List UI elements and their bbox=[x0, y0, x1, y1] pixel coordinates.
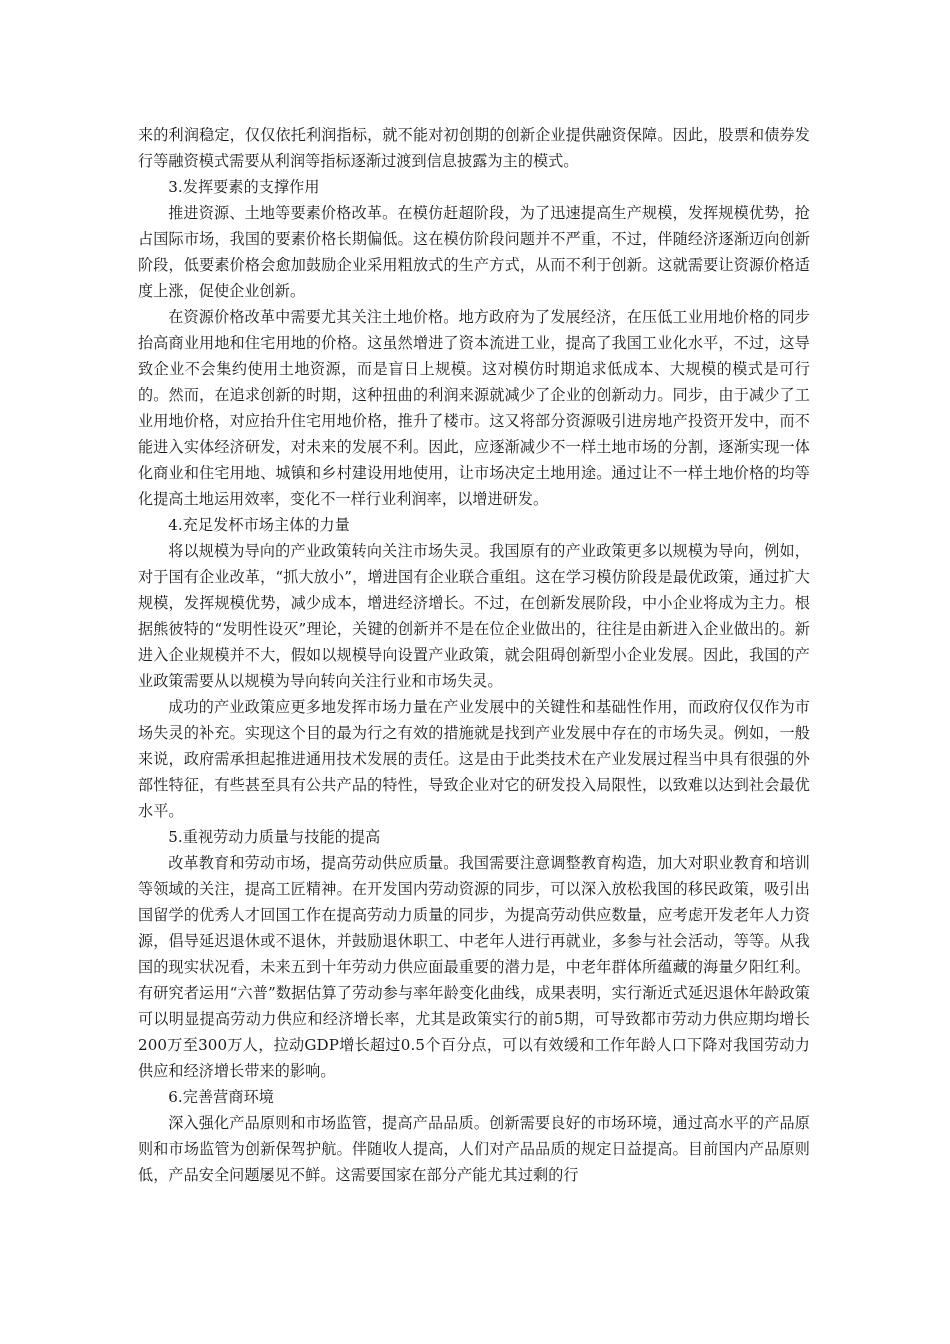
section-heading-6: 6.完善营商环境 bbox=[168, 1088, 274, 1106]
paragraph: 成功的产业政策应更多地发挥市场力量在产业发展中的关键性和基础性作用，而政府仅仅作为市场失灵的补充。实现这个目的最为行之有效的措施就是找到产业发展中存在的市场失灵。例如，一般来说，政府需承担起推进通用技术发展的责任。这是由于此类技术在产业发展过程当中具有很强的外部性特征，有些甚至具有公共产品的特性，导致企业对它的研发投入局限性，以致难以达到社会最优水平。 bbox=[138, 698, 810, 820]
section-heading-5: 5.重视劳动力质量与技能的提高 bbox=[168, 828, 381, 846]
document-page bbox=[138, 122, 810, 1188]
paragraph: 推进资源、土地等要素价格改革。在模仿赶超阶段，为了迅速提高生产规模，发挥规模优势，抢占国际市场，我国的要素价格长期偏低。这在模仿阶段问题并不严重，不过，伴随经济逐渐迈向创新阶段，低要素价格会愈加鼓励企业采用粗放式的生产方式，从而不利于创新。这就需要让资源价格适度上涨，促使企业创新。 bbox=[138, 204, 810, 300]
paragraph: 在资源价格改革中需要尤其关注土地价格。地方政府为了发展经济，在压低工业用地价格的同步抬高商业用地和住宅用地的价格。这虽然增进了资本流进工业，提高了我国工业化水平，不过，这导致企业不会集约使用土地资源，而是盲日上规模。这对模仿时期追求低成本、大规模的模式是可行的。然而，在追求创新的时期，这种扭曲的利润来源就减少了企业的创新动力。同步，由于减少了工业用地价格，对应抬升住宅用地价格，推升了楼市。这又将部分资源吸引进房地产投资开发中，而不能进入实体经济研发，对未来的发展不利。因此，应逐渐减少不一样土地市场的分割，逐渐实现一体化商业和住宅用地、城镇和乡村建设用地使用，让市场决定土地用途。通过让不一样土地价格的均等化提高土地运用效率，变化不一样行业利润率，以增进研发。 bbox=[138, 308, 810, 508]
section-heading-4: 4.充足发杯市场主体的力量 bbox=[168, 516, 350, 534]
paragraph: 改革教育和劳动市场，提高劳动供应质量。我国需要注意调整教育构造，加大对职业教育和培训等领域的关注，提高工匠精神。在开发国内劳动资源的同步，可以深入放松我国的移民政策，吸引出国留学的优秀人才回国工作在提高劳动力质量的同步，为提高劳动供应数量，应考虑开发老年人力资源，倡导延迟退休或不退休，并鼓励退休职工、中老年人进行再就业，多参与社会活动，等等。从我国的现实状况看，未来五到十年劳动力供应面最重要的潜力是，中老年群体所蕴藏的海量夕阳红利。有研究者运用“六普”数据估算了劳动参与率年龄变化曲线，成果表明，实行渐近式延迟退休年龄政策可以明显提高劳动力供应和经济增长率，尤其是政策实行的前5期，可导致都市劳动力供应期均增长200万至300万人，拉动GDP增长超过0.5个百分点，可以有效缓和工作年龄人口下降对我国劳动力供应和经济增长带来的影响。 bbox=[138, 854, 810, 1080]
section-heading-3: 3.发挥要素的支撑作用 bbox=[168, 178, 320, 196]
paragraph: 将以规模为导向的产业政策转向关注市场失灵。我国原有的产业政策更多以规模为导向，例如，对于国有企业改革，“抓大放小”，增进国有企业联合重组。这在学习模仿阶段是最优政策，通过扩大规模，发挥规模优势，减少成本，增进经济增长。不过，在创新发展阶段，中小企业将成为主力。根据熊彼特的“发明性设灭”理论，关键的创新并不是在位企业做出的，往往是由新进入企业做出的。新进入企业规模并不大，假如以规模导向设置产业政策，就会阻碍创新型小企业发展。因此，我国的产业政策需要从以规模为导向转向关注行业和市场失灵。 bbox=[138, 542, 810, 690]
paragraph: 深入强化产品原则和市场监管，提高产品品质。创新需要良好的市场环境，通过高水平的产品原则和市场监管为创新保驾护航。伴随收人提高，人们对产品品质的规定日益提高。目前国内产品原则低，产品安全问题屡见不鲜。这需要国家在部分产能尤其过剩的行 bbox=[138, 1114, 810, 1184]
paragraph-continuation: 来的利润稳定，仅仅依托利润指标，就不能对初创期的创新企业提供融资保障。因此，股票和债券发行等融资模式需要从利润等指标逐渐过渡到信息披露为主的模式。 bbox=[138, 126, 810, 170]
